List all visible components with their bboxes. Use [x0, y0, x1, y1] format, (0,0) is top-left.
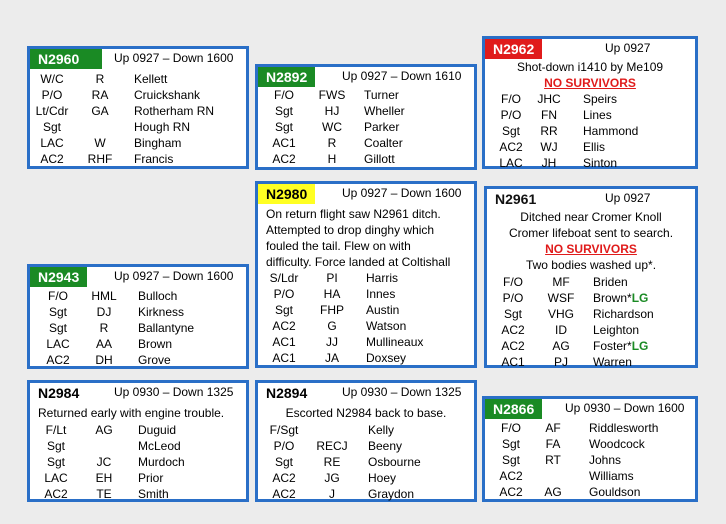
crew-rank: Sgt: [48, 321, 67, 335]
crew-surname-text: Harris: [366, 271, 398, 285]
crew-rank: W/C: [40, 72, 64, 86]
crew-row: [30, 336, 246, 352]
crew-surname-text: Murdoch: [138, 455, 185, 469]
crew-row: [485, 155, 695, 171]
crew-surname-text: Innes: [366, 287, 396, 301]
crew-surname: [366, 286, 395, 302]
crew-row: [487, 306, 695, 322]
crew-initials: JA: [324, 351, 339, 365]
crew-surname: [138, 470, 163, 486]
crew-row: [258, 454, 474, 470]
crew-surname-text: Ballantyne: [138, 321, 195, 335]
crew-surname: [589, 468, 634, 484]
crew-row: [485, 436, 695, 452]
crew-surname: [593, 274, 628, 290]
crew-surname: [134, 151, 173, 167]
crew-row: [258, 270, 474, 286]
crew-surname-text: Speirs: [583, 92, 618, 106]
aircraft-card-n2960: [27, 46, 249, 169]
crew-row: [258, 470, 474, 486]
note-line: Cromer lifeboat sent to search.: [508, 226, 674, 240]
crew-rank: Sgt: [274, 455, 293, 469]
crew-surname-text: Prior: [138, 471, 164, 485]
crew-rank: AC1: [272, 351, 296, 365]
crew-initials: WC: [322, 120, 342, 134]
crew-surname: [138, 486, 169, 502]
crew-initials: WSF: [547, 291, 575, 305]
crew-rank: AC2: [501, 323, 525, 337]
aircraft-card-n2866: [482, 396, 698, 502]
crew-row: [485, 452, 695, 468]
crew-rank: LAC: [499, 156, 523, 170]
crew-row: [487, 322, 695, 338]
crew-surname: [138, 352, 171, 368]
aircraft-serial: N2960: [30, 49, 102, 69]
no-survivors-warning: NO SURVIVORS: [545, 242, 637, 256]
crew-row: [30, 486, 246, 502]
crew-surname-text: Briden: [593, 275, 628, 289]
aircraft-serial: N2866: [485, 399, 542, 419]
crew-initials: AG: [95, 423, 113, 437]
aircraft-serial: N2961: [487, 189, 544, 209]
crew-row: [30, 470, 246, 486]
crew-surname: [138, 320, 194, 336]
crew-surname: [366, 350, 406, 366]
crew-surname: [368, 438, 402, 454]
crew-surname-text: Kirkness: [138, 305, 185, 319]
crew-surname-text: Gillott: [364, 152, 395, 166]
crew-initials: H: [327, 152, 337, 166]
crew-rank: AC2: [272, 471, 296, 485]
crew-rank: AC2: [272, 152, 296, 166]
crew-surname: [589, 484, 640, 500]
crew-row: [258, 350, 474, 366]
crew-surname: [138, 438, 181, 454]
crew-row: [30, 454, 246, 470]
aircraft-serial: N2894: [258, 383, 315, 403]
crew-initials: PJ: [553, 355, 568, 369]
crew-surname: [134, 87, 200, 103]
crew-surname-text: Hammond: [583, 124, 639, 138]
note-line: Ditched near Cromer Knoll: [520, 210, 662, 224]
crew-rank: P/O: [500, 108, 522, 122]
crew-row: [258, 334, 474, 350]
crew-surname: [589, 452, 621, 468]
aircraft-card-n2894: [255, 380, 477, 502]
incident-note: [258, 206, 474, 270]
flight-times: Up 0927: [605, 191, 651, 205]
crew-surname: [589, 436, 645, 452]
crew-initials: RA: [91, 88, 109, 102]
crew-surname-text: Brown*: [593, 291, 632, 305]
crew-surname: [364, 103, 405, 119]
aircraft-card-n2962: [482, 36, 698, 169]
lg-marker: LG: [631, 291, 649, 305]
crew-surname-text: Leighton: [593, 323, 640, 337]
crew-rank: Sgt: [274, 303, 293, 317]
crew-surname-text: Ellis: [583, 140, 606, 154]
note-line: difficulty. Force landed at Coltishall: [266, 255, 451, 269]
crew-surname-text: Austin: [366, 303, 400, 317]
aircraft-serial: N2943: [30, 267, 87, 287]
crew-rank: LAC: [40, 136, 64, 150]
crew-surname: [583, 155, 617, 171]
crew-initials: HJ: [324, 104, 340, 118]
aircraft-serial: N2984: [30, 383, 87, 403]
crew-initials: FN: [541, 108, 557, 122]
aircraft-card-n2980: [255, 181, 477, 368]
flight-times: Up 0927 – Down 1600: [114, 51, 234, 65]
crew-row: [485, 468, 695, 484]
crew-row: [487, 274, 695, 290]
crew-row: [258, 438, 474, 454]
aircraft-card-n2984: [27, 380, 249, 502]
crew-surname-text: Johns: [589, 453, 622, 467]
crew-surname: [583, 91, 617, 107]
crew-initials: GA: [91, 104, 109, 118]
crew-initials: DJ: [96, 305, 112, 319]
crew-surname-text: Graydon: [368, 487, 415, 501]
flight-times: Up 0927: [605, 41, 651, 55]
crew-surname-text: Rotherham RN: [134, 104, 215, 118]
crew-row: [487, 354, 695, 370]
crew-rank: Sgt: [501, 453, 520, 467]
crew-initials: VHG: [547, 307, 574, 321]
crew-list: [258, 422, 474, 502]
incident-note: [487, 209, 695, 241]
crew-row: [30, 304, 246, 320]
crew-row: [258, 87, 474, 103]
crew-row: [30, 438, 246, 454]
crew-initials: G: [327, 319, 337, 333]
crew-rank: AC2: [272, 487, 296, 501]
crew-rank: LAC: [44, 471, 68, 485]
crew-surname: [583, 139, 605, 155]
crew-surname-text: Osbourne: [368, 455, 421, 469]
crew-rank: Sgt: [503, 307, 522, 321]
no-survivors-warning: NO SURVIVORS: [544, 76, 636, 90]
crew-row: [30, 119, 246, 135]
crew-surname-text: Richardson: [593, 307, 654, 321]
crew-initials: RR: [540, 124, 558, 138]
aircraft-serial: N2962: [485, 39, 542, 59]
crew-surname: [593, 290, 648, 306]
crew-surname-text: Bulloch: [138, 289, 178, 303]
crew-row: [30, 422, 246, 438]
crew-surname: [134, 135, 181, 151]
crew-row: [485, 139, 695, 155]
flight-times: Up 0930 – Down 1600: [565, 401, 685, 415]
crew-row: [30, 352, 246, 368]
crew-rank: P/O: [41, 88, 63, 102]
crew-initials: R: [95, 72, 105, 86]
crew-rank: AC2: [499, 485, 523, 499]
crew-list: [485, 91, 695, 171]
crew-surname: [364, 87, 399, 103]
crew-initials: J: [329, 487, 335, 501]
crew-surname-text: Warren: [593, 355, 632, 369]
crew-row: [30, 71, 246, 87]
crew-rank: S/Ldr: [269, 271, 299, 285]
crew-list: [30, 71, 246, 167]
crew-surname-text: Hough RN: [134, 120, 191, 134]
crew-surname-text: Riddlesworth: [589, 421, 659, 435]
crew-rank: Sgt: [274, 120, 293, 134]
crew-initials: HML: [91, 289, 117, 303]
flight-times: Up 0930 – Down 1325: [114, 385, 234, 399]
crew-rank: F/Lt: [45, 423, 67, 437]
crew-surname-text: Francis: [134, 152, 174, 166]
crew-row: [485, 420, 695, 436]
crew-surname: [583, 123, 638, 139]
crew-rank: Sgt: [274, 104, 293, 118]
crew-initials: RHF: [87, 152, 113, 166]
crew-surname: [138, 422, 176, 438]
crew-rank: F/O: [501, 421, 521, 435]
flight-times: Up 0927 – Down 1600: [342, 186, 462, 200]
crew-rank: Sgt: [46, 439, 65, 453]
crew-row: [30, 87, 246, 103]
crew-row: [258, 151, 474, 167]
crew-initials: AA: [95, 337, 112, 351]
crew-rank: Sgt: [46, 455, 65, 469]
crew-surname-text: Cruickshank: [134, 88, 201, 102]
crew-initials: R: [99, 321, 109, 335]
crew-row: [485, 123, 695, 139]
crew-initials: JHC: [537, 92, 561, 106]
crew-rank: F/Sgt: [269, 423, 299, 437]
crew-rank: AC2: [272, 319, 296, 333]
crew-rank: LAC: [46, 337, 70, 351]
crew-initials: DH: [95, 353, 113, 367]
crew-initials: FWS: [318, 88, 346, 102]
crew-surname-text: Grove: [138, 353, 171, 367]
crew-rank: F/O: [274, 88, 294, 102]
aircraft-serial: N2892: [258, 67, 315, 87]
crew-row: [30, 288, 246, 304]
crew-initials: JG: [324, 471, 340, 485]
crew-row: [258, 135, 474, 151]
crew-surname-text: Smith: [138, 487, 169, 501]
crew-rank: Lt/Cdr: [35, 104, 69, 118]
crew-rank: F/O: [501, 92, 521, 106]
crew-surname: [589, 420, 658, 436]
crew-surname: [138, 336, 172, 352]
crew-surname: [368, 454, 421, 470]
crew-surname-text: Hoey: [368, 471, 397, 485]
crew-row: [258, 286, 474, 302]
crew-surname-text: Woodcock: [589, 437, 645, 451]
crew-surname-text: Foster*: [593, 339, 632, 353]
crew-row: [258, 103, 474, 119]
crew-row: [258, 302, 474, 318]
note-line: fouled the tail. Flew on with: [266, 239, 411, 253]
crew-surname: [134, 119, 190, 135]
crew-surname-text: Kelly: [368, 423, 395, 437]
crew-initials: TE: [96, 487, 112, 501]
crew-surname: [138, 288, 177, 304]
crew-row: [485, 107, 695, 123]
crew-surname: [364, 151, 395, 167]
crew-surname: [593, 354, 632, 370]
crew-rank: AC2: [44, 487, 68, 501]
note-line: Attempted to drop dinghy which: [266, 223, 435, 237]
crew-list: [258, 87, 474, 167]
crew-surname-text: Duguid: [138, 423, 177, 437]
crew-initials: AF: [545, 421, 561, 435]
crew-initials: WJ: [540, 140, 558, 154]
crew-surname: [366, 318, 406, 334]
crew-row: [485, 484, 695, 500]
crew-initials: JH: [541, 156, 557, 170]
bodies-note: Two bodies washed up*.: [525, 258, 657, 272]
crew-rank: AC1: [272, 136, 296, 150]
crew-rank: F/O: [48, 289, 68, 303]
crew-row: [30, 135, 246, 151]
crew-rank: Sgt: [501, 437, 520, 451]
aircraft-card-n2961: [484, 186, 698, 368]
crew-surname: [134, 103, 214, 119]
crew-rank: Sgt: [42, 120, 61, 134]
aircraft-card-n2892: [255, 64, 477, 170]
crew-surname-text: Watson: [366, 319, 407, 333]
crew-surname-text: Kellett: [134, 72, 168, 86]
crew-rank: AC2: [499, 140, 523, 154]
crew-surname-text: Mullineaux: [366, 335, 424, 349]
flight-times: Up 0927 – Down 1610: [342, 69, 462, 83]
crew-row: [487, 290, 695, 306]
crew-initials: ID: [555, 323, 567, 337]
crew-rank: P/O: [273, 287, 295, 301]
crew-surname-text: Parker: [364, 120, 400, 134]
crew-surname-text: Turner: [364, 88, 399, 102]
crew-row: [30, 151, 246, 167]
crew-initials: JJ: [326, 335, 338, 349]
crew-surname-text: Beeny: [368, 439, 403, 453]
crew-surname: [583, 107, 612, 123]
crew-initials: R: [327, 136, 337, 150]
crew-row: [30, 103, 246, 119]
fate-note: Shot-down i1410 by Me109: [516, 60, 664, 74]
crew-initials: EH: [95, 471, 113, 485]
crew-surname-text: Brown: [138, 337, 173, 351]
crew-rank: AC2: [501, 339, 525, 353]
crew-rank: AC2: [40, 152, 64, 166]
crew-surname: [368, 422, 394, 438]
crew-surname-text: Bingham: [134, 136, 182, 150]
crew-surname: [366, 334, 423, 350]
crew-list: [485, 420, 695, 500]
crew-initials: JC: [96, 455, 112, 469]
crew-surname-text: Gouldson: [589, 485, 641, 499]
incident-note: Returned early with engine trouble.: [38, 406, 225, 420]
crew-surname-text: Coalter: [364, 136, 403, 150]
crew-row: [487, 338, 695, 354]
crew-row: [258, 318, 474, 334]
crew-rank: P/O: [273, 439, 295, 453]
flight-times: Up 0927 – Down 1600: [114, 269, 234, 283]
crew-rank: AC2: [46, 353, 70, 367]
crew-surname: [368, 486, 414, 502]
crew-initials: FA: [545, 437, 561, 451]
flight-times: Up 0930 – Down 1325: [342, 385, 462, 399]
crew-rank: AC1: [501, 355, 525, 369]
crew-rank: P/O: [502, 291, 524, 305]
crew-initials: AG: [544, 485, 562, 499]
crew-initials: W: [94, 136, 106, 150]
crew-row: [485, 91, 695, 107]
crew-row: [258, 422, 474, 438]
crew-surname: [138, 304, 184, 320]
crew-initials: AG: [552, 339, 570, 353]
aircraft-card-n2943: [27, 264, 249, 369]
crew-list: [30, 288, 246, 368]
crew-initials: RT: [545, 453, 561, 467]
crew-surname-text: Williams: [589, 469, 634, 483]
crew-surname-text: Sinton: [583, 156, 618, 170]
crew-rank: AC2: [499, 469, 523, 483]
crew-initials: PI: [326, 271, 338, 285]
crew-surname: [593, 322, 639, 338]
crew-initials: RECJ: [316, 439, 348, 453]
crew-initials: HA: [323, 287, 341, 301]
crew-surname-text: Doxsey: [366, 351, 407, 365]
crew-surname: [593, 338, 648, 354]
crew-surname: [364, 119, 399, 135]
crew-initials: RE: [323, 455, 341, 469]
crew-initials: MF: [552, 275, 570, 289]
crew-row: [258, 119, 474, 135]
crew-list: [487, 274, 695, 370]
incident-note: Escorted N2984 back to base.: [285, 406, 447, 420]
crew-rank: Sgt: [501, 124, 520, 138]
crew-surname: [368, 470, 396, 486]
lg-marker: LG: [631, 339, 649, 353]
crew-surname: [366, 302, 399, 318]
crew-rank: F/O: [503, 275, 523, 289]
aircraft-serial: N2980: [258, 184, 315, 204]
note-line: On return flight saw N2961 ditch.: [266, 207, 441, 221]
crew-surname: [134, 71, 167, 87]
crew-surname: [366, 270, 398, 286]
crew-surname-text: Wheller: [364, 104, 405, 118]
crew-initials: FHP: [320, 303, 344, 317]
crew-row: [258, 486, 474, 502]
crew-surname: [364, 135, 403, 151]
crew-surname-text: McLeod: [138, 439, 181, 453]
crew-list: [258, 270, 474, 366]
crew-surname-text: Lines: [583, 108, 612, 122]
crew-list: [30, 422, 246, 502]
crew-rank: AC1: [272, 335, 296, 349]
crew-row: [30, 320, 246, 336]
crew-surname: [138, 454, 185, 470]
crew-surname: [593, 306, 654, 322]
crew-rank: Sgt: [48, 305, 67, 319]
